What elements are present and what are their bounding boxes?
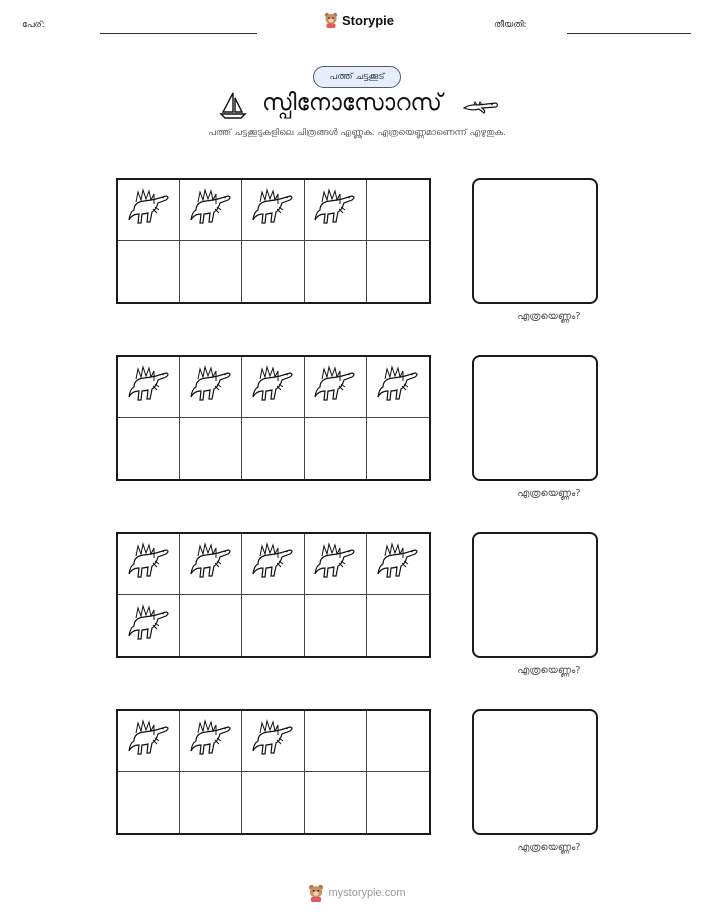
ten-frame-cell [242, 241, 304, 302]
ten-frame-cell [305, 241, 367, 302]
ten-frame-cell [367, 595, 429, 656]
ten-frame-cell [242, 418, 304, 479]
instruction-text: പത്ത് ചട്ടക്കൂടുകളിലെ ചിത്രങ്ങൾ എണ്ണുക. എത്രയെണ്ണമാണെന്ന് എഴുതുക. [208, 128, 506, 138]
worksheet-type-badge: പത്ത് ചട്ടക്കൂട് [313, 66, 401, 88]
spinosaurus-icon [312, 363, 358, 411]
ten-frame-cell [118, 357, 180, 418]
ten-frame-cell [242, 772, 304, 833]
ten-frame-cell [118, 534, 180, 595]
name-write-line[interactable] [100, 33, 257, 34]
how-many-prompt: എത്രയെണ്ണം? [517, 842, 581, 853]
how-many-prompt: എത്രയെണ്ണം? [517, 311, 581, 322]
ten-frame-cell [118, 418, 180, 479]
spinosaurus-icon [126, 363, 172, 411]
ten-frame-cell [180, 418, 242, 479]
how-many-prompt: എത്രയെണ്ണം? [517, 488, 581, 499]
spinosaurus-icon [188, 186, 234, 234]
ten-frame-cell [242, 711, 304, 772]
ten-frame-cell [367, 241, 429, 302]
answer-box[interactable] [472, 355, 598, 481]
spinosaurus-icon [126, 717, 172, 765]
ten-frame-cell [118, 711, 180, 772]
bear-mascot-icon [308, 884, 324, 902]
date-label: തീയതി: [494, 20, 527, 30]
ten-frame-grid [116, 532, 431, 658]
brand-name: Storypie [342, 12, 395, 28]
spinosaurus-icon [312, 186, 358, 234]
ten-frame-cell [305, 595, 367, 656]
spinosaurus-icon [188, 540, 234, 588]
ten-frame-cell [180, 180, 242, 241]
name-label: പേര്: [22, 20, 45, 30]
ten-frame-cell [242, 534, 304, 595]
ten-frame-cell [118, 595, 180, 656]
sailboat-icon [218, 90, 248, 120]
ten-frame-cell [118, 241, 180, 302]
how-many-prompt: എത്രയെണ്ണം? [517, 665, 581, 676]
spinosaurus-icon [188, 363, 234, 411]
answer-box[interactable] [472, 709, 598, 835]
ten-frame-cell [180, 595, 242, 656]
spinosaurus-icon [250, 717, 296, 765]
ten-frame-cell [305, 418, 367, 479]
ten-frame-cell [367, 534, 429, 595]
spinosaurus-icon [188, 717, 234, 765]
brand-logo [324, 12, 394, 28]
ten-frame-cell [180, 772, 242, 833]
ten-frame-cell [118, 772, 180, 833]
ten-frame-cell [180, 241, 242, 302]
ten-frame-grid [116, 709, 431, 835]
ten-frame-grid [116, 178, 431, 304]
ten-frame-cell [180, 534, 242, 595]
bear-mascot-icon [324, 12, 338, 28]
spinosaurus-icon [126, 186, 172, 234]
spinosaurus-icon [375, 363, 421, 411]
ten-frame-grid [116, 355, 431, 481]
ten-frame-cell [118, 180, 180, 241]
ten-frame-cell [367, 357, 429, 418]
date-write-line[interactable] [567, 33, 691, 34]
ten-frame-cell [305, 772, 367, 833]
ten-frame-cell [367, 418, 429, 479]
ten-frame-cell [367, 772, 429, 833]
ten-frame-cell [180, 357, 242, 418]
spinosaurus-icon [250, 363, 296, 411]
spinosaurus-icon [126, 602, 172, 650]
ten-frame-cell [367, 711, 429, 772]
spinosaurus-icon [250, 186, 296, 234]
answer-box[interactable] [472, 178, 598, 304]
ten-frame-cell [305, 180, 367, 241]
ten-frame-cell [367, 180, 429, 241]
crocodile-icon [462, 96, 500, 116]
spinosaurus-icon [126, 540, 172, 588]
spinosaurus-icon [312, 540, 358, 588]
ten-frame-cell [305, 357, 367, 418]
ten-frame-cell [242, 180, 304, 241]
ten-frame-cell [305, 534, 367, 595]
ten-frame-cell [242, 595, 304, 656]
spinosaurus-icon [375, 540, 421, 588]
spinosaurus-icon [250, 540, 296, 588]
footer-url[interactable]: mystorypie.com [328, 887, 406, 899]
ten-frame-cell [305, 711, 367, 772]
footer [0, 884, 714, 902]
answer-box[interactable] [472, 532, 598, 658]
ten-frame-cell [242, 357, 304, 418]
page-title: സ്പിനോസോറസ് [262, 90, 442, 116]
ten-frame-cell [180, 711, 242, 772]
